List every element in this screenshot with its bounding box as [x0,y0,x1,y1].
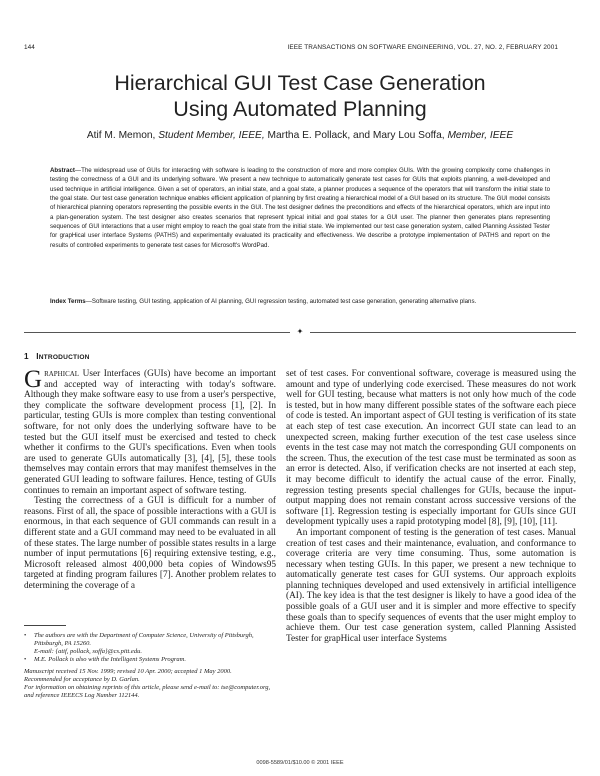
abstract [50,166,550,250]
recommended-by-text: Recommended for acceptance by D. Garlan. [24,676,140,683]
section-heading [24,352,90,361]
footnote-email: E-mail: {atif, pollack, soffa}@cs.pitt.edu. [34,648,142,655]
paragraph-3: set of test cases. For conventional software, coverage is measured using the amount and type of underlying code exercised. These measures do not work well for GUI testing, because what matters is not only how much of the code is tested, but in how many different possible states of the software each piece of code is tested. An important aspect of GUI testing is verification of its state at each step of test case execution. An incorrect GUI state can lead to an unexpected screen, making further execution of the test case useless since events in the test case may not match the corresponding GUI components on the screen. Thus, the execution of the test case must be terminated as soon as an error is detected. Also, if verification checks are not inserted at each step, it may become difficult to identify the actual cause of the error. Finally, regression testing presents special challenges for GUIs, because the input-output mapping does not remain constant across successive versions of the software [1]. Regression testing is especially important for GUIs since GUI development typically uses a rapid prototyping model [8], [9], [10], [11]. [286,369,576,528]
bullet-icon: • [24,656,27,663]
diamond-icon: ✦ [296,327,304,336]
paragraph-1 [24,366,276,496]
paragraph-4: An important component of testing is the generation of test cases. Manual creation of test cases and their maintenance, evaluation, and conformance to coverage criteria are very time consuming. Thus, some automation is necessary when testing GUIs. In this paper, we present a new technique to automatically generate test cases for GUI systems. Our approach exploits planning techniques developed and used extensively in artificial intelligence (AI). The key idea is that the test designer is likely to have a good idea of the possible goals of a GUI user and it is simpler and more effective to specify these goals than to specify sequences of events that the user might employ to achieve them. Our test case generation system, called Planning Assisted Tester for grapHical user interface Systems [286,527,576,644]
journal-header: IEEE TRANSACTIONS ON SOFTWARE ENGINEERING, VOL. 27, NO. 2, FEBRUARY 2001 [287,44,558,51]
section-separator [24,328,576,336]
bullet-icon: • [24,632,27,639]
section-number: 1 [24,352,29,361]
footnote-affiliation [24,632,276,656]
column-right [286,369,576,644]
reprints-info [24,684,276,700]
recommended-by [24,676,276,684]
reprints-info-text: For information on obtaining reprints of this article, please send e-mail to: tse@computer.org, and reference IEEECS Log Number 112144. [24,684,271,699]
index-terms-label: Index Terms [50,298,86,305]
abstract-label: Abstract [50,167,75,174]
manuscript-dates [24,668,276,676]
author-list [0,130,600,141]
drop-cap: G [24,366,43,393]
footnote-pollack-text: M.E. Pollack is also with the Intelligent Systems Program. [34,656,186,663]
paragraph-2: Testing the correctness of a GUI is difficult for a number of reasons. First of all, the space of possible interactions with a GUI is enormous, in that each sequence of GUI commands can result in a different state and a GUI command may need to be evaluated in all of these states. The large number of possible states results in a large number of input permutations [6] requiring extensive testing, e.g., Microsoft released almost 400,000 beta copies of Windows95 targeted at finding program failures [7]. Another problem relates to determining the coverage of a [24,496,276,591]
abstract-text: —The widespread use of GUIs for interacting with software is leading to the construction of more and more complex GUIs. With the growing complexity come challenges in testing the correctness of a GUI and its underlying software. We present a new technique to automatically generate test cases for GUIs that exploits planning, a well-developed and used technique in artificial intelligence. Given a set of operators, an initial state, and a goal state, a planner produces a sequence of the operators that will transform the initial state to the goal state. Our test case generation technique enables efficient application of planning by first creating a hierarchical model of a GUI based on its structure. The GUI model consists of hierarchical planning operators representing the possible events in the GUI. The test designer defines the preconditions and effects of the hierarchical operators, which are input into a plan-generation system. The test designer also creates scenarios that represent typical initial and goal states for a GUI user. The planner then generates plans representing sequences of GUI interactions that a user might employ to reach the goal state from the initial state. We implemented our test case generation system, called Planning Assisted Tester for grapHical user interface Systems (PATHS) and experimentally evaluated its practicality and effectiveness. We describe a prototype implementation of PATHS and report on the results of controlled experiments to generate test cases for Microsoft's WordPad. [50,167,550,249]
footnote-pollack [24,656,276,664]
section-title-initial: I [36,352,39,361]
index-terms [50,297,550,306]
author-1-role: Student Member, IEEE, [158,130,265,141]
title-line-2: Using Automated Planning [173,97,427,121]
section-title-rest: NTRODUCTION [38,354,90,361]
author-2-3: Martha E. Pollack, and Mary Lou Soffa, [267,130,445,141]
copyright-line: 0098-5589/01/$10.00 © 2001 IEEE [256,760,344,766]
author-1: Atif M. Memon, [86,130,156,141]
index-terms-text: —Software testing, GUI testing, application of AI planning, GUI regression testing, automated test case generation, generating alternative plans. [85,298,477,305]
footnote-rule [24,625,66,626]
separator-line-left [24,332,290,333]
column-left [24,366,276,591]
paragraph-1-smallcaps: raphical [44,369,80,379]
footnotes [24,632,276,700]
page-number: 144 [24,44,35,51]
author-3-role: Member, IEEE [447,130,514,141]
separator-line-right [310,332,576,333]
paragraph-1-text: User Interfaces (GUIs) have become an important and accepted way of interacting with today's software. Although they make software easy to use from a user's perspective, they complicate the software development process [1], [2]. In particular, testing GUIs is more complex than testing conventional software, for not only does the underlying software have to be tested but the GUI itself must be exercised and tested to check whether it confirms to the GUI's specifications. Even when tools are used to generate GUIs automatically [3], [4], [5], these tools themselves may contain errors that may manifest themselves in the generated GUI leading to software failures. Hence, testing of GUIs continues to remain an important aspect of software testing. [24,369,276,496]
paper-title [0,70,600,122]
footnote-affiliation-text: The authors are with the Department of Computer Science, University of Pittsburgh, Pittsburgh, PA 15260. [34,632,254,647]
title-line-1: Hierarchical GUI Test Case Generation [114,71,486,95]
manuscript-dates-text: Manuscript received 15 Nov. 1999; revised 10 Apr. 2000; accepted 1 May 2000. [24,668,232,675]
